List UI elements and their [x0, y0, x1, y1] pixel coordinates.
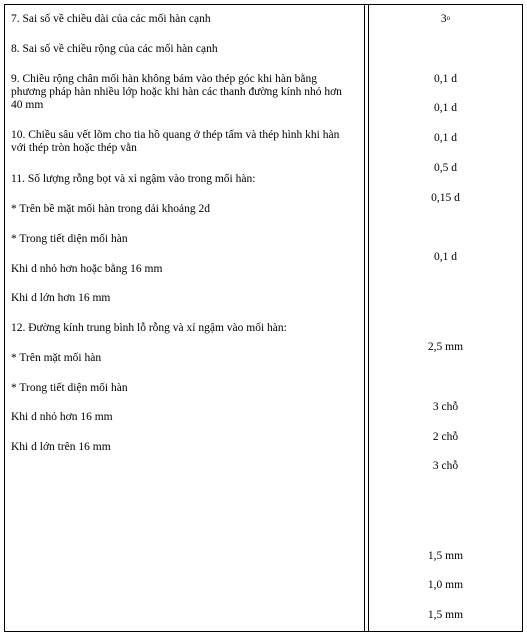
item-12-d-large: Khi d lớn trên 16 mm	[11, 441, 111, 453]
values-column	[369, 5, 522, 631]
item-12-surface: * Trên mặt mối hàn	[11, 352, 102, 364]
value-7-number: 3	[440, 13, 447, 25]
item-11-d-small: Khi d nhỏ hơn hoặc bằng 16 mm	[11, 263, 163, 275]
value-11b: 0,1 d	[434, 251, 457, 263]
tolerance-table	[4, 4, 523, 632]
value-9a: 0,1 d	[434, 73, 457, 85]
item-11-d-large: Khi d lớn hơn 16 mm	[11, 292, 111, 304]
value-12d: 3 chỗ	[432, 460, 459, 472]
value-12f: 1,0 mm	[427, 579, 464, 591]
column-divider	[364, 5, 365, 631]
degree-symbol: o	[446, 14, 451, 22]
value-12a: 2,5 mm	[427, 341, 464, 353]
value-12c: 2 chỗ	[432, 431, 459, 443]
item-11-surface: * Trên bề mặt mối hàn trong dải khoảng 2d	[11, 203, 210, 215]
criteria-column	[11, 5, 351, 631]
value-12b: 3 chỗ	[432, 401, 459, 413]
item-7: 7. Sai số về chiều dài của các mối hàn cạnh	[11, 13, 211, 25]
value-10a: 0,1 d	[434, 132, 457, 144]
item-9: 9. Chiều rộng chân mối hàn không bám vào thép góc khi hàn bằng phương pháp hàn nhiều lớp hoặc khi hàn các thanh đường kính nhỏ hơn 40 mm	[11, 73, 342, 111]
item-11-section: * Trong tiết diện mối hàn	[11, 233, 128, 245]
item-11: 11. Số lượng rỗng bọt và xỉ ngậm vào trong mối hàn:	[11, 173, 256, 185]
value-7	[369, 13, 522, 26]
item-12-d-small: Khi d nhỏ hơn 16 mm	[11, 411, 113, 423]
item-12: 12. Đường kính trung bình lỗ rỗng và xỉ ngậm vào mối hàn:	[11, 322, 287, 334]
value-12e: 1,5 mm	[427, 550, 464, 562]
value-12g: 1,5 mm	[427, 609, 464, 621]
value-9b: 0,1 d	[434, 102, 457, 114]
value-10b: 0,5 d	[434, 162, 457, 174]
item-12-section: * Trong tiết diện mối hàn	[11, 382, 128, 394]
item-8: 8. Sai số về chiều rộng của các mối hàn cạnh	[11, 43, 218, 55]
item-10: 10. Chiều sâu vết lõm cho tia hồ quang ở thép tấm và thép hình khi hàn với thép tròn hoặc thép vằn	[11, 129, 340, 154]
value-11a: 0,15 d	[431, 192, 460, 204]
